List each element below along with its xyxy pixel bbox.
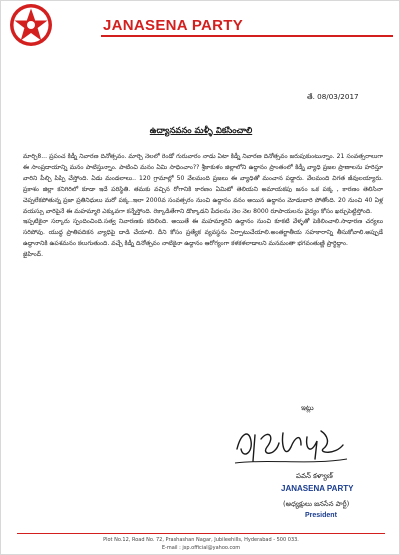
- footer-divider: [17, 533, 385, 534]
- footer-email: E-mail : jsp.official@yahoo.com: [161, 545, 241, 551]
- header-divider: [101, 35, 393, 37]
- closing-salutation: ఇట్లు: [301, 404, 314, 412]
- letterhead: [1, 1, 400, 51]
- footer-address: Plot No.12, Road No. 72, Prashashan Nagar, Jubileehills, Hyderabad - 500 033.: [103, 537, 299, 543]
- paragraph: ఇప్పటికైనా సర్కారు స్పందించింది.సత్వ నివారణకు కదిలింది. అయితే ఈ మహమ్మారిని ఉద్దానం నుంచి కూకటి వేళ్ళతో పెకిలించాలి.సాధారణ చర్యలు సరిపోవు. యుద్ధ ప్రాతిపదికన వ్యాధిపై దాడి చేయాలి. దీని కోసం ప్రత్యేక వ్యవస్థను ఏర్పాటుచేయాలి.అంతర్జాతీయ సహకారాన్ని తీసుకోవాలి.అప్పుడే ఉద్దానానికి ఉపశమనం కలుగుతుంది. వచ్చే కిడ్నీ దినోత్సవం నాటికైనా ఉద్దానం ఆరోగ్యంగా కళకళలాడాలని మనమంతా భగవంతుణ్ణి ప్రార్థిద్దాం.: [23, 218, 383, 248]
- paragraph: జైహింద్.: [23, 251, 44, 259]
- letter-date: తే. 08/03/2017: [307, 92, 359, 101]
- letter-subject: ఉద్యానవనం మళ్ళీ వికసించాలి: [149, 126, 253, 136]
- signatory-name: పవన్ కళ్యాణ్: [296, 472, 333, 480]
- signatory-party: JANASENA PARTY: [281, 484, 354, 493]
- signatory-role: (అధ్యక్షులు జనసేన పార్టీ): [283, 500, 350, 508]
- red-star-emblem-icon: [9, 3, 53, 47]
- signatory-title: President: [305, 512, 337, 519]
- letter-body: [23, 152, 383, 261]
- party-name: JANASENA PARTY: [103, 17, 244, 34]
- paragraph: మార్చి8... ప్రపంచ కిడ్నీ నివారణ దినోత్సవం. మార్చి నెలలో రెండో గురువారం నాడు ఏటా కిడ్నీ నివారణ దినోత్సవం జరుపుకుంటున్నాం. 21 సంవత్సరాలుగా ఈ సాంప్రదాయాన్ని మనం పాటిస్తున్నాం. పాటించి మనం ఏమి సాధించాం?? శ్రీకాకుళం జిల్లాలోని ఉద్దానం ప్రాంతంలో కిడ్నీ వ్యాధి ప్రజల ప్రాణాలను హరిస్తూ వారిని పీల్చి పిప్పి చేస్తోంది. ఏడు మండలాలు.. 120 గ్రామాల్లో 50 వేలమంది ప్రజలు ఈ వ్యాధితో మంచాన పడ్డారు. వేలమంది విగత జీవులయ్యారు. ప్రకాశం జిల్లా కనిగిరిలో కూడా ఇదే పరిస్థితి. తమకు వచ్చిన రోగానికి కారణం ఏమిటో తెలియని అమాయకపు జనం ఒక పక్క , కారణం తెలిసినా చెప్పలేకపోతున్న ప్రజా ప్రతినిధులు మరో పక్క..ఇలా 2000వ సంవత్సరం నుంచి ఉద్దానం వనం అయిన ఉద్దానం మోడుబారి పోతోంది. 20 నుంచి 40 ఏళ్ల వయస్సు వారిపైనే ఈ మహమ్మారి ఎక్కువగా కన్నేస్తోంది. రెక్కాడితేగాని డొక్కాడని పేదలను నెల నెల 8000 రూపాయలను వైద్యం కోసం ఖర్చుపెట్టిస్తోంది.: [23, 153, 383, 215]
- handwritten-signature: [231, 419, 351, 471]
